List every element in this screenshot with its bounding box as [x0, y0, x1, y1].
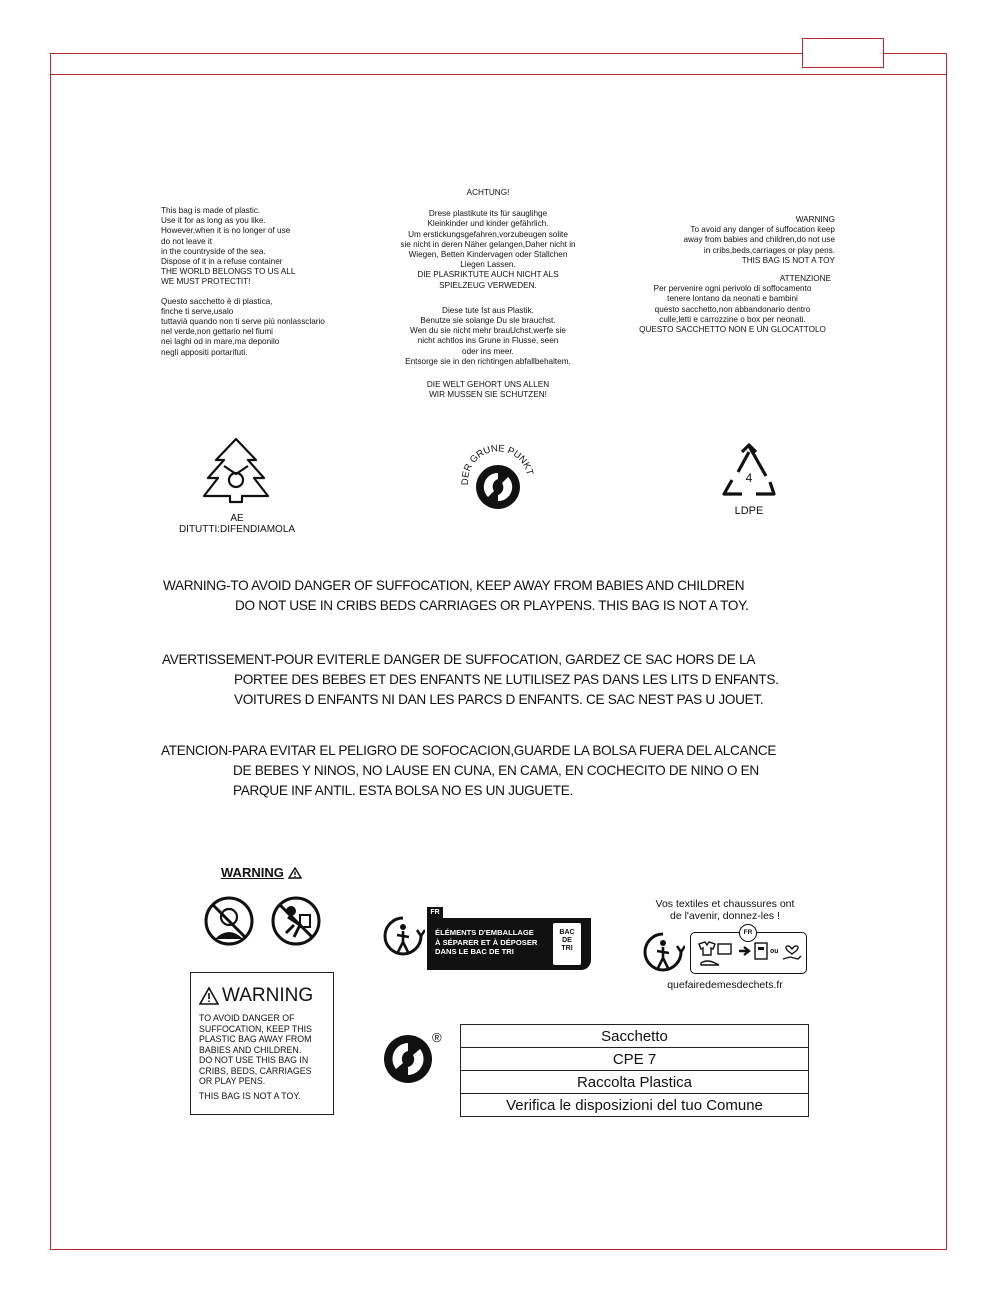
text-line: DIE WELT GEHORT UNS ALLEN [426, 380, 550, 390]
green-dot-bottom [382, 1033, 434, 1090]
text-line: sie nicht in deren Näher gelangen,Daher nicht in [400, 239, 576, 249]
text-line: Kleinkinder und kinder gefährlich. [427, 219, 549, 229]
boxed-warning-title [199, 985, 325, 1007]
text-line: BABIES AND CHILDREN. [199, 1044, 302, 1055]
table-row [461, 1048, 808, 1071]
text-line: TRI [561, 945, 573, 952]
warning-line: PORTEE DES BEBES ET DES ENFANTS NE LUTILISEZ PAS DANS LES LITS D ENFANTS. [234, 672, 779, 687]
green-dot-icon [382, 1033, 434, 1085]
hand-heart-icon [782, 941, 802, 963]
warning-icons-label [221, 865, 302, 880]
warning-line: VOITURES D ENFANTS NI DAN LES PARCS D ENFANTS. CE SAC NEST PAS U JOUET. [234, 692, 764, 707]
text-line: CRIBS, BEDS, CARRIAGES [199, 1065, 312, 1076]
textiles-header [630, 898, 820, 922]
warning-line: DE BEBES Y NINOS, NO LAUSE EN CUNA, EN CAMA, EN COCHECITO DE NINO O EN [233, 763, 759, 778]
triman-info-block [425, 907, 591, 970]
english-warning [163, 576, 863, 616]
recycle-triangle-icon [718, 442, 780, 500]
table-cell: Raccolta Plastica [576, 1073, 693, 1091]
container-icon [754, 941, 768, 961]
text-line: nel verde,non gettario nel fiumi [161, 327, 273, 337]
text-line: Wen du sie nicht mehr brauUchst,werfe sie [410, 326, 566, 336]
text-line: To avoid any danger of suffocation keep [690, 225, 835, 235]
text-line: do not leave it [161, 236, 212, 246]
tree-caption: AE DITUTTI:DIFENDIAMOLA [178, 513, 296, 535]
french-warning [162, 650, 882, 710]
text-line: QUESTO SACCHETTO NON E UN GLOCATTOLO [639, 325, 826, 335]
no-child-play-pictogram [270, 895, 322, 952]
text-line: in the countryside of the sea. [161, 246, 266, 256]
triman-text [435, 928, 545, 957]
text-line: Questo sacchetto è di plastica, [161, 296, 273, 306]
bin-icon [553, 923, 581, 965]
text-line: nicht achtlos ins Grune in Flusse, seen [417, 336, 559, 346]
text-line: ÉLÉMENTS D'EMBALLAGE [435, 928, 534, 937]
top-center-text [380, 188, 596, 400]
text-line: Entsorge sie in den richtingen abfallbehaltem. [405, 356, 571, 366]
text-line: DE [562, 937, 572, 944]
text-line: OR PLAY PENS. [199, 1076, 266, 1086]
textiles-url: quefairedemesdechets.fr [667, 979, 783, 991]
warning-label-text: WARNING [221, 865, 284, 880]
text-line: de l'avenir, donnez-les ! [670, 910, 780, 922]
boxed-warning-footer: THIS BAG IS NOT A TOY. [199, 1090, 301, 1101]
tree-icon [172, 436, 302, 506]
text-line: Liegen Lassen. [460, 260, 516, 270]
text-line: À SÉPARER ET À DÉPOSER [435, 937, 538, 947]
text-line: THE WORLD BELONGS TO US ALL [161, 267, 296, 277]
top-left-text [161, 206, 361, 358]
text-line: finche ti serve,usalo [161, 306, 234, 316]
warning-line: DO NOT USE IN CRIBS BEDS CARRIAGES OR PLAYPENS. THIS BAG IS NOT A TOY. [235, 598, 749, 613]
table-row [461, 1071, 808, 1094]
german-para-2 [380, 306, 596, 367]
text-line: tenere lontano da neonati e bambini [667, 294, 798, 304]
recycle-caption: LDPE [734, 505, 764, 517]
registered-mark: ® [432, 1030, 442, 1045]
german-para-1 [380, 209, 596, 291]
clothes-shoes-icon [697, 941, 737, 969]
warning-notice [620, 215, 835, 266]
table-cell: CPE 7 [612, 1050, 657, 1068]
green-dot-icon [455, 437, 541, 523]
ldpe-recycle-symbol [718, 442, 780, 517]
frame-tab [802, 38, 884, 68]
fr-badge: FR [739, 924, 757, 942]
boxed-warning [190, 972, 334, 1115]
text-line: Vos textiles et chaussures ont [655, 898, 795, 910]
warning-line: ATENCION-PARA EVITAR EL PELIGRO DE SOFOCACION,GUARDE LA BOLSA FUERA DEL ALCANCE [161, 743, 777, 758]
italian-disposal-table [460, 1024, 809, 1117]
warning-triangle-icon [199, 987, 219, 1005]
text-line: However,when it is no longer of use [161, 226, 291, 236]
table-cell: Sacchetto [601, 1027, 668, 1045]
text-line: Drese plastikute its für sauglihge [428, 209, 548, 219]
text-line: This bag is made of plastic. [161, 206, 261, 215]
tree-symbol [172, 436, 302, 535]
text-line: questo sacchetto,non abbandonario dentro [654, 304, 811, 314]
spanish-warning [161, 741, 881, 801]
top-right-text [620, 215, 835, 335]
text-line: BAC [559, 929, 575, 936]
textiles-panel [690, 929, 807, 974]
text-line: Um erstickungsgefahren,vorzubeugen solite [408, 229, 568, 239]
text-line: Wiegen, Betten Kindervagen oder Stallchen [408, 250, 568, 260]
arrow-right-icon [738, 945, 752, 957]
italian-notice [161, 297, 361, 358]
ou-text: ou [770, 948, 779, 955]
english-notice [161, 206, 361, 288]
table-cell: Verifica le disposizioni del tuo Comune [506, 1096, 763, 1114]
attenzione-notice [620, 274, 835, 335]
text-line: culle,letti e carrozzine o box per neonati. [659, 314, 806, 324]
table-row [461, 1094, 808, 1116]
warning-line: WARNING-TO AVOID DANGER OF SUFFOCATION, KEEP AWAY FROM BABIES AND CHILDREN [163, 578, 745, 593]
text-line: in cribs,beds,carriages or play pens. [703, 245, 835, 255]
triman-icon [381, 914, 425, 958]
boxed-warning-title-text: WARNING [222, 985, 314, 1006]
text-line: THIS BAG IS NOT A TOY [741, 255, 835, 265]
text-line: WARNING [795, 215, 835, 224]
text-line: oder ins meer. [462, 346, 514, 356]
triman-logo [381, 914, 425, 963]
text-line: Dispose of it in a refuse container [161, 257, 283, 267]
no-bag-over-head-icon [203, 895, 255, 947]
text-line: ATTENZIONE [779, 274, 831, 284]
text-line: SPIELZEUG VERWEDEN. [439, 280, 537, 290]
text-line: DIE PLASRIKTUTE AUCH NICHT ALS [417, 270, 559, 280]
text-line: SUFFOCATION, KEEP THIS [199, 1023, 312, 1034]
warning-triangle-icon [288, 867, 302, 879]
text-line: Diese tute Ist aus Plastik. [442, 305, 534, 315]
german-para-3 [380, 380, 596, 400]
achtung-heading: ACHTUNG! [466, 188, 510, 197]
text-line: PLASTIC BAG AWAY FROM [199, 1034, 312, 1044]
text-line: negli appositi portarifuti. [161, 347, 248, 357]
triman-icon [641, 930, 685, 974]
text-line: WE MUST PROTECTIT! [161, 277, 251, 287]
grune-punkt-symbol [455, 437, 541, 523]
grune-punkt-label: DER GRUNE PUNKT [459, 443, 536, 486]
no-child-with-bag-icon [270, 895, 322, 947]
text-line: nei laghi od in mare,ma deponilo [161, 337, 280, 347]
text-line: away from babies and children,do not use [683, 235, 835, 245]
text-line: Per pervenire ogni perivolo di soffocamento [653, 284, 812, 294]
text-line: Benutze sie solange Du sle brauchst. [420, 316, 556, 326]
table-row [461, 1025, 808, 1048]
text-line: Use it for as long as you like. [161, 216, 266, 226]
fr-badge: FR [427, 907, 443, 918]
recycle-number: 4 [745, 471, 753, 485]
text-line: DO NOT USE THIS BAG IN [199, 1055, 309, 1065]
warning-line: AVERTISSEMENT-POUR EVITERLE DANGER DE SUFFOCATION, GARDEZ CE SAC HORS DE LA [162, 652, 756, 667]
warning-line: PARQUE INF ANTIL. ESTA BOLSA NO ES UN JUGUETE. [233, 783, 573, 798]
text-line: tuttavià quando non ti serve più nonlassclario [161, 317, 325, 327]
no-face-bag-pictogram [203, 895, 255, 952]
textiles-triman [641, 930, 685, 979]
text-line: TO AVOID DANGER OF [199, 1013, 295, 1023]
text-line: DANS LE BAC DE TRI [435, 947, 514, 956]
text-line: WIR MUSSEN SIE SCHUTZEN! [429, 390, 547, 400]
